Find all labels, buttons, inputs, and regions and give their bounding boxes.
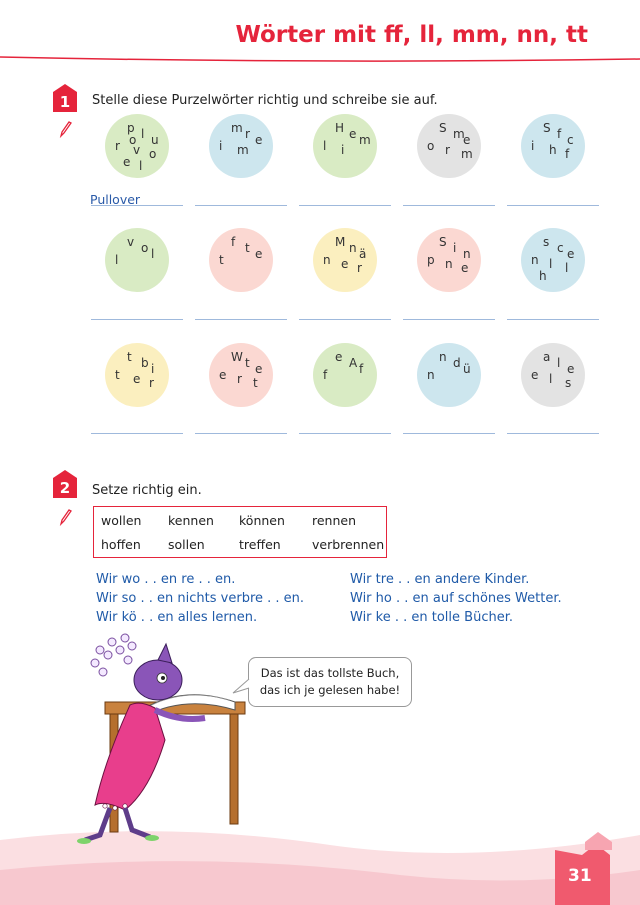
scrambled-letter: e	[255, 133, 263, 147]
letter-puzzle-circle	[209, 343, 273, 407]
scrambled-letter: m	[453, 127, 465, 141]
exercise-1-badge: 1	[53, 84, 77, 112]
scrambled-letter: h	[549, 143, 557, 157]
letter-puzzle-circle	[105, 114, 169, 178]
letter-puzzle-circle	[313, 114, 377, 178]
word: wollen	[101, 513, 142, 528]
scrambled-letter: l	[549, 257, 553, 271]
scrambled-letter: l	[323, 139, 327, 153]
exercise-2-instruction: Setze richtig ein.	[92, 483, 202, 498]
scrambled-letter: A	[349, 356, 358, 370]
sentence: Wir wo . . en re . . en.	[96, 572, 236, 587]
scrambled-letter: n	[349, 241, 357, 255]
exercise-1-instruction: Stelle diese Purzelwörter richtig und schreibe sie auf.	[92, 93, 438, 108]
pencil-icon	[58, 508, 72, 526]
speech-line-1: Das ist das tollste Buch,	[260, 666, 400, 680]
scrambled-letter: m	[359, 133, 371, 147]
scrambled-letter: n	[427, 368, 435, 382]
scrambled-letter: t	[245, 356, 250, 370]
scrambled-letter: t	[253, 376, 258, 390]
scrambled-letter: f	[231, 235, 236, 249]
scrambled-letter: S	[439, 235, 447, 249]
scrambled-letter: H	[335, 121, 345, 135]
letter-puzzle-circle	[209, 228, 273, 292]
scrambled-letter: e	[567, 362, 575, 376]
scrambled-letter: M	[335, 235, 346, 249]
scrambled-letter: s	[565, 376, 572, 390]
letter-puzzle-circle	[521, 228, 585, 292]
scrambled-letter: l	[549, 372, 553, 386]
scrambled-letter: l	[139, 159, 143, 173]
word: treffen	[239, 537, 281, 552]
scrambled-letter: p	[427, 253, 435, 267]
speech-bubble-tail	[232, 678, 252, 698]
scrambled-letter: f	[323, 368, 328, 382]
scrambled-letter: o	[427, 139, 435, 153]
scrambled-letter: s	[543, 235, 550, 249]
answer-line[interactable]	[403, 205, 495, 206]
scrambled-letter: e	[255, 362, 263, 376]
scrambled-letter: r	[445, 143, 450, 157]
scrambled-letter: S	[543, 121, 551, 135]
answer-line[interactable]	[403, 319, 495, 320]
word: kennen	[168, 513, 214, 528]
scrambled-letter: e	[255, 247, 263, 261]
scrambled-letter: i	[453, 241, 457, 255]
letter-puzzle-circle	[105, 228, 169, 292]
title-underline	[0, 54, 640, 74]
scrambled-letter: f	[565, 147, 570, 161]
scrambled-letter: n	[463, 247, 471, 261]
scrambled-letter: e	[341, 257, 349, 271]
sentence: Wir so . . en nichts verbre . . en.	[96, 591, 305, 606]
answer-line[interactable]	[195, 319, 287, 320]
answer-line[interactable]	[91, 433, 183, 434]
word: verbrennen	[312, 537, 385, 552]
reading-character-illustration	[70, 630, 250, 850]
letter-puzzle-circle	[417, 228, 481, 292]
scrambled-letter: i	[219, 139, 223, 153]
letter-puzzle-circle	[105, 343, 169, 407]
scrambled-letter: t	[219, 253, 224, 267]
scrambled-letter: v	[127, 235, 135, 249]
scrambled-letter: r	[237, 372, 242, 386]
scrambled-letter: o	[149, 147, 157, 161]
scrambled-letter: l	[151, 247, 155, 261]
scrambled-letter: e	[461, 261, 469, 275]
letter-puzzle-circle	[209, 114, 273, 178]
scrambled-letter: c	[557, 241, 564, 255]
scrambled-letter: S	[439, 121, 447, 135]
sentence: Wir ke . . en tolle Bücher.	[350, 610, 513, 625]
scrambled-letter: n	[531, 253, 539, 267]
scrambled-letter: m	[461, 147, 473, 161]
speech-line-2: das ich je gelesen habe!	[259, 683, 401, 697]
word: hoffen	[101, 537, 141, 552]
scrambled-letter: i	[341, 143, 345, 157]
scrambled-letter: l	[115, 253, 119, 267]
scrambled-letter: o	[129, 133, 137, 147]
sentence: Wir ho . . en auf schönes Wetter.	[350, 591, 562, 606]
scrambled-letter: l	[557, 356, 561, 370]
scrambled-letter: f	[359, 362, 364, 376]
scrambled-letter: b	[141, 356, 149, 370]
scrambled-letter: W	[231, 350, 243, 364]
word: können	[239, 513, 285, 528]
scrambled-letter: e	[349, 127, 357, 141]
scrambled-letter: t	[115, 368, 120, 382]
scrambled-letter: n	[323, 253, 331, 267]
scrambled-letter: e	[567, 247, 575, 261]
answer-line[interactable]	[91, 319, 183, 320]
scrambled-letter: f	[557, 127, 562, 141]
letter-puzzle-circle	[313, 228, 377, 292]
word-box	[93, 506, 387, 558]
scrambled-letter: v	[133, 143, 141, 157]
letter-puzzle-circle	[521, 343, 585, 407]
letter-puzzle-circle	[417, 114, 481, 178]
scrambled-letter: t	[127, 350, 132, 364]
scrambled-letter: e	[219, 368, 227, 382]
sentence: Wir tre . . en andere Kinder.	[350, 572, 530, 587]
letter-puzzle-circle	[417, 343, 481, 407]
scrambled-letter: r	[357, 261, 362, 275]
scrambled-letter: e	[335, 350, 343, 364]
letter-puzzle-circle	[521, 114, 585, 178]
letter-puzzle-circle	[313, 343, 377, 407]
page-number: 31	[568, 866, 592, 886]
answer-line[interactable]	[507, 319, 599, 320]
scrambled-letter: l	[565, 261, 569, 275]
scrambled-letter: n	[439, 350, 447, 364]
scrambled-letter: m	[231, 121, 243, 135]
scrambled-letter: l	[141, 127, 145, 141]
scrambled-letter: c	[567, 133, 574, 147]
answer-line[interactable]	[299, 319, 391, 320]
answer-line[interactable]	[299, 205, 391, 206]
page-title: Wörter mit ff, ll, mm, nn, tt	[235, 22, 588, 48]
answer-line[interactable]	[299, 433, 391, 434]
scrambled-letter: n	[445, 257, 453, 271]
scrambled-letter: d	[453, 356, 461, 370]
scrambled-letter: m	[237, 143, 249, 157]
scrambled-letter: u	[151, 133, 159, 147]
scrambled-letter: a	[543, 350, 551, 364]
scrambled-letter: e	[531, 368, 539, 382]
answer-line[interactable]	[507, 205, 599, 206]
speech-bubble	[248, 657, 412, 707]
scrambled-letter: e	[133, 372, 141, 386]
scrambled-letter: ü	[463, 362, 471, 376]
sentence: Wir kö . . en alles lernen.	[96, 610, 258, 625]
answer-line[interactable]	[195, 205, 287, 206]
scrambled-letter: e	[463, 133, 471, 147]
pencil-icon	[58, 120, 72, 138]
scrambled-letter: i	[151, 362, 155, 376]
scrambled-letter: h	[539, 269, 547, 283]
answer-line[interactable]	[195, 433, 287, 434]
scrambled-letter: r	[149, 376, 154, 390]
word: rennen	[312, 513, 357, 528]
scrambled-letter: r	[115, 139, 120, 153]
answer-line[interactable]	[403, 433, 495, 434]
example-answer: Pullover	[90, 192, 141, 207]
scrambled-letter: r	[245, 127, 250, 141]
scrambled-letter: ä	[359, 247, 367, 261]
exercise-2-badge: 2	[53, 470, 77, 498]
word: sollen	[168, 537, 205, 552]
scrambled-letter: t	[245, 241, 250, 255]
scrambled-letter: i	[531, 139, 535, 153]
scrambled-letter: o	[141, 241, 149, 255]
scrambled-letter: e	[123, 155, 131, 169]
scrambled-letter: p	[127, 121, 135, 135]
answer-line[interactable]	[507, 433, 599, 434]
